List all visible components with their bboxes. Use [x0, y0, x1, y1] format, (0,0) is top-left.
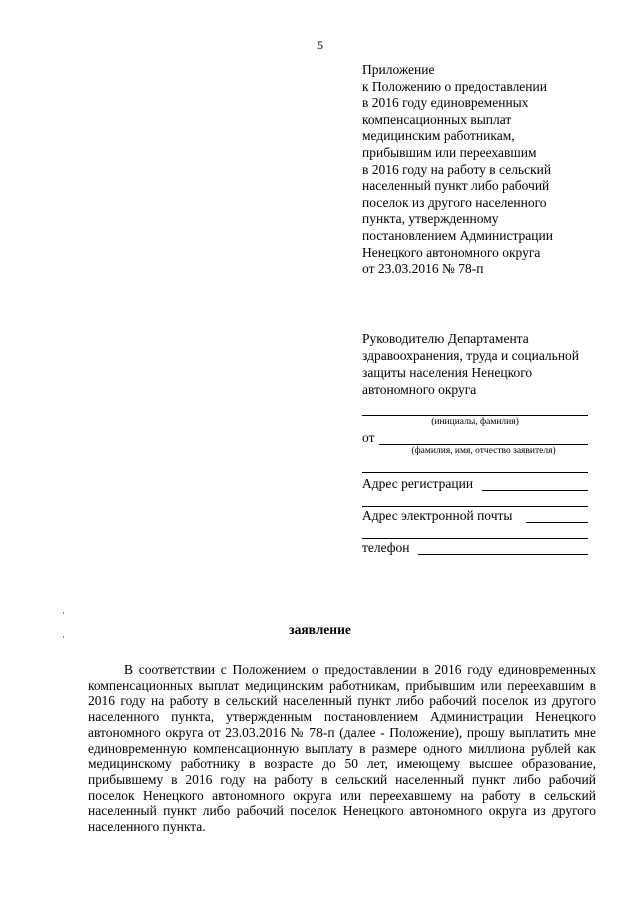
initials-line[interactable]	[362, 415, 588, 416]
phone-line[interactable]	[418, 554, 588, 555]
margin-tick	[63, 612, 64, 614]
appendix-line: к Положению о предоставлении	[362, 78, 547, 94]
registration-label: Адрес регистрации	[362, 476, 474, 491]
appendix-line: прибывшим или переехавшим	[362, 144, 537, 160]
appendix-line: населенный пункт либо рабочий	[362, 178, 550, 194]
applicant-caption: (фамилия, имя, отчество заявителя)	[411, 446, 556, 456]
addressee-line: защиты населения Ненецкого	[362, 365, 533, 380]
email-extra-line[interactable]	[362, 538, 588, 539]
addressee-block	[362, 330, 622, 398]
page-number: 5	[317, 38, 323, 52]
email-line[interactable]	[526, 522, 588, 523]
appendix-line: пункта, утвержденному	[362, 211, 499, 227]
applicant-name-line[interactable]	[379, 444, 588, 445]
from-label: от	[362, 430, 375, 445]
registration-line[interactable]	[482, 490, 588, 491]
appendix-line: компенсационных выплат	[362, 111, 512, 127]
addressee-line: автономного округа	[362, 382, 477, 397]
appendix-line: постановлением Администрации	[362, 227, 553, 243]
registration-extra-line[interactable]	[362, 506, 588, 507]
appendix-line: Ненецкого автономного округа	[362, 244, 541, 260]
appendix-line: поселок из другого населенного	[362, 194, 547, 210]
email-label: Адрес электронной почты	[362, 508, 513, 523]
applicant-extra-line[interactable]	[362, 472, 588, 473]
phone-label: телефон	[362, 540, 410, 555]
initials-caption: (инициалы, фамилия)	[431, 417, 519, 427]
appendix-line: в 2016 году единовременных	[362, 95, 529, 111]
addressee-line: здравоохранения, труда и социальной	[362, 348, 580, 363]
appendix-line: медицинским работникам,	[362, 128, 515, 144]
appendix-header	[362, 62, 622, 278]
appendix-line: в 2016 году на работу в сельский	[362, 161, 552, 177]
addressee-line: Руководителю Департамента	[362, 331, 529, 346]
appendix-line: от 23.03.2016 № 78-п	[362, 261, 484, 277]
statement-body: В соответствии с Положением о предоставлении в 2016 году единовременных компенсационных выплат медицинским работникам, прибывшим или переехавшим в 2016 году на работу в сельский населенный пункт либо рабочий поселок из другого населенного пункта, утвержденным постановлением Администрации Ненецкого автономного округа от 23.03.2016 № 78-п (далее - Положение), прошу выплатить мне единовременную компенсационную выплату в размере одного миллиона рублей как медицинскому работнику в возрасте до 50 лет, имеющему высшее образование, прибывшему в 2016 году на работу в сельский населенный пункт либо рабочий поселок Ненецкого автономного округа или переехавшему на работу в сельский населенный пункт либо рабочий поселок Ненецкого автономного округа из другого населенного пункта.	[88, 662, 596, 835]
appendix-line: Приложение	[362, 62, 435, 77]
statement-title: заявление	[289, 622, 351, 637]
